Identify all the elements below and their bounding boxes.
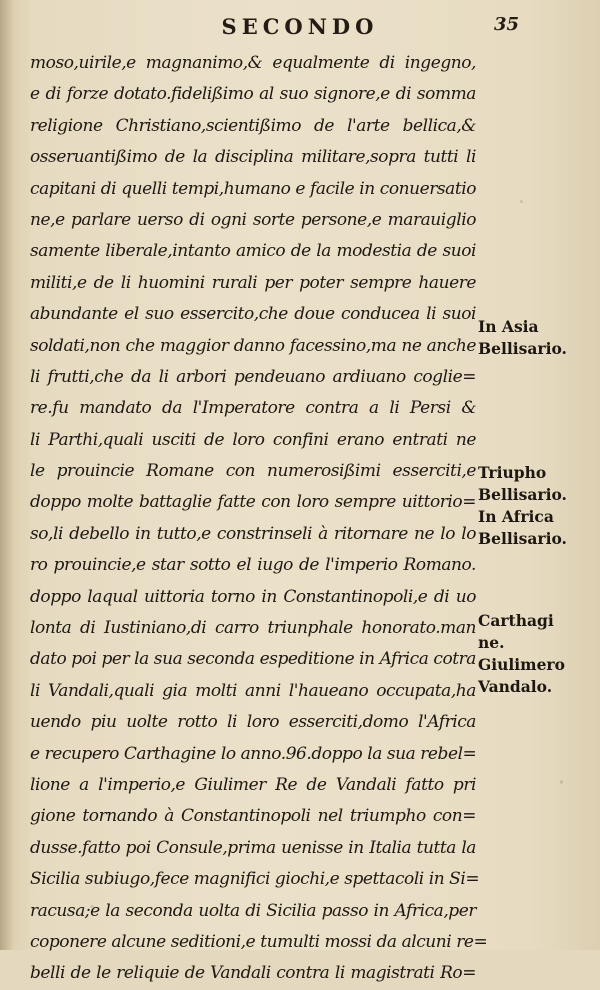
text-line: re.fu mandato da l'Imperatore contra a li Persi & — [30, 398, 476, 419]
text-line: samente liberale,intanto amico de la modestia de suoi — [30, 241, 476, 262]
text-line: li Vandali,quali gia molti anni l'haueano occupata,ha — [30, 680, 476, 701]
text-line: militi,e de li huomini rurali per poter sempre hauere — [30, 272, 476, 293]
text-line: so,li debello in tutto,e constrinseli à ritornare ne lo lo — [30, 523, 476, 544]
marginal-note-line: ne. — [478, 633, 505, 652]
paper-fleck — [520, 200, 523, 203]
text-line: coponere alcune seditioni,e tumulti mossi da alcuni re= — [30, 931, 488, 952]
marginal-note-line: Giulimero — [478, 655, 565, 674]
text-line: li frutti,che da li arbori pendeuano ardiuano coglie= — [30, 366, 476, 387]
text-line: gione tornando à Constantinopoli nel triumpho con= — [30, 806, 476, 827]
marginal-note-line: Bellisario. — [478, 339, 567, 358]
marginal-note-line: In Asia — [478, 317, 539, 336]
text-line: soldati,non che maggior danno facessino,ma ne anche — [30, 335, 476, 356]
text-line: capitani di quelli tempi,humano e facile in conuersatio — [30, 178, 476, 199]
text-line: religione Christiano,scientißimo de l'arte bellica,& — [30, 115, 476, 136]
running-head: SECONDO — [221, 14, 379, 39]
marginal-note-line: Vandalo. — [478, 677, 553, 696]
text-line: lonta di Iustiniano,di carro triunphale honorato.man — [30, 618, 476, 639]
text-line: racusa;e la seconda uolta di Sicilia passo in Africa,per — [30, 900, 476, 921]
marginal-note-line: In Africa — [478, 507, 554, 526]
text-line: ro prouincie,e star sotto el iugo de l'imperio Romano. — [30, 555, 476, 576]
text-line: e di forze dotato.fidelißimo al suo signore,e di somma — [30, 84, 476, 105]
marginal-note-line: Bellisario. — [478, 529, 567, 548]
show-through-text — [554, 60, 594, 860]
paper-fleck — [90, 905, 94, 908]
page-header — [0, 14, 600, 44]
text-line: e recupero Carthagine lo anno.96.doppo la sua rebel= — [30, 743, 477, 764]
text-line: Sicilia subiugo,fece magnifici giochi,e spettacoli in Si= — [30, 869, 480, 890]
marginal-note-line: Carthagi — [478, 611, 554, 630]
text-line: lione a l'imperio,e Giulimer Re de Vandali fatto pri — [30, 774, 476, 795]
text-line: le prouincie Romane con numerosißimi esserciti,e — [30, 461, 476, 482]
text-line: uendo piu uolte rotto li loro esserciti,domo l'Africa — [30, 712, 476, 733]
text-line: dato poi per la sua seconda espeditione in Africa cotra — [30, 649, 476, 670]
text-line: abundante el suo essercito,che doue conducea li suoi — [30, 304, 476, 325]
text-line: moso,uirile,e magnanimo,& equalmente di ingegno, — [30, 53, 476, 73]
body-text — [30, 48, 488, 990]
text-line: dusse.fatto poi Consule,prima uenisse in Italia tutta la — [30, 837, 476, 858]
marginal-note-carthage — [478, 610, 596, 698]
marginal-note-line: Triupho — [478, 463, 547, 482]
text-line: ne,e parlare uerso di ogni sorte persone,e marauiglio — [30, 209, 476, 230]
text-line: li Parthi,quali usciti de loro confini erano entrati ne — [30, 429, 476, 450]
paper-fleck — [560, 780, 563, 784]
text-line: doppo laqual uittoria torno in Constantinopoli,e di uo — [30, 586, 476, 607]
marginal-note-asia — [478, 316, 596, 360]
text-line: osseruantißimo de la disciplina militare,sopra tutti li — [30, 147, 476, 168]
text-line: doppo molte battaglie fatte con loro sempre uittorio= — [30, 492, 476, 513]
text-line: belli de le reliquie de Vandali contra li magistrati Ro= — [30, 963, 476, 984]
marginal-note-line: Bellisario. — [478, 485, 567, 504]
folio-number: 35 — [494, 14, 520, 35]
marginal-note-africa — [478, 462, 596, 550]
